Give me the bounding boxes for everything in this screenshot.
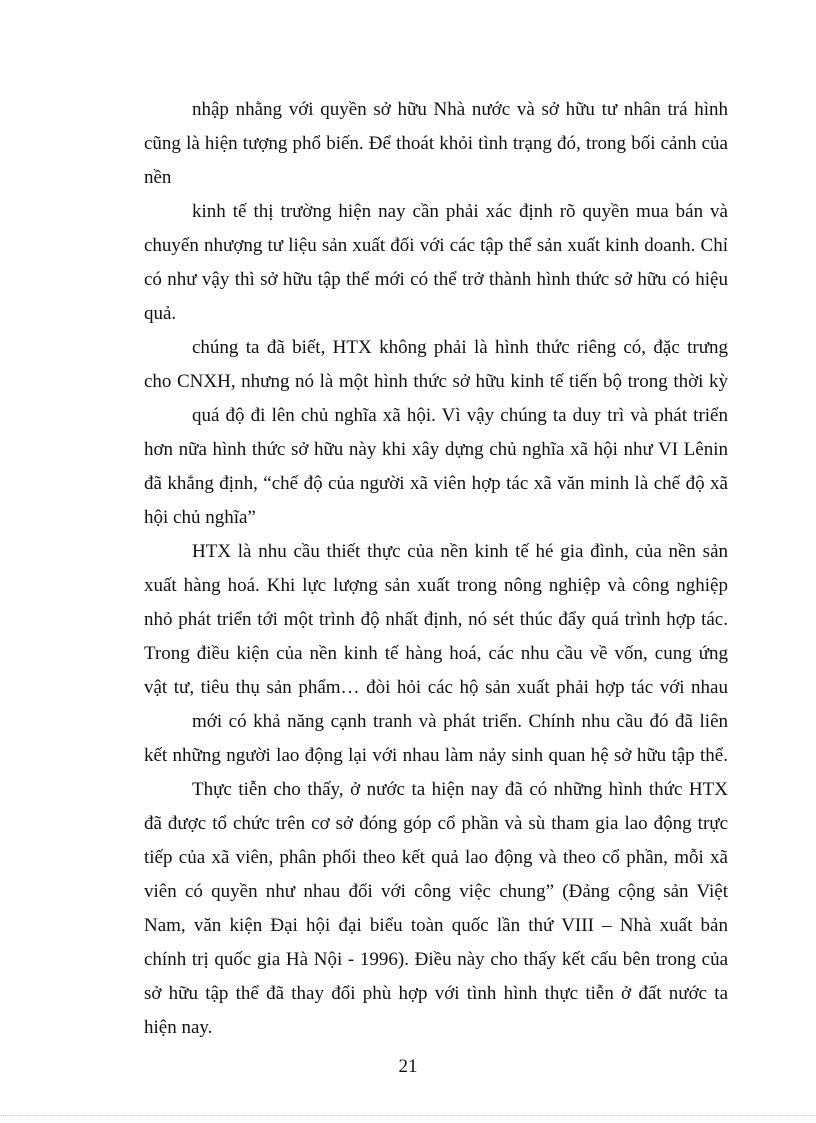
text-line: xuất hàng hoá. Khi lực lượng sản xuất trong nông nghiệp và công nghiệp — [144, 575, 728, 596]
page-bottom-rule — [0, 1115, 816, 1116]
text-line: quá độ đi lên chủ nghĩa xã hội. Vì vậy chúng ta duy trì và phát triển — [192, 405, 728, 426]
text-line: chuyển nhượng tư liệu sản xuất đối với các tập thể sản xuất kinh doanh. Chỉ — [144, 235, 728, 256]
text-line: đã được tổ chức trên cơ sở đóng góp cổ phần và sù tham gia lao động trực — [144, 813, 728, 834]
text-line: sở hữu tập thể đã thay đổi phù hợp với tình hình thực tiễn ở đất nước ta — [144, 983, 728, 1004]
text-line: đã khẳng định, “chế độ của người xã viên hợp tác xã văn minh là chế độ xã — [144, 473, 728, 494]
text-line: nhập nhằng với quyền sở hữu Nhà nước và sở hữu tư nhân trá hình — [192, 99, 728, 120]
text-line: Nam, văn kiện Đại hội đại biểu toàn quốc lần thứ VIII – Nhà xuất bản — [144, 915, 728, 936]
text-line: hội chủ nghĩa” — [144, 507, 256, 528]
text-line: cũng là hiện tượng phổ biến. Để thoát khỏi tình trạng đó, trong bối cảnh của — [144, 133, 728, 154]
text-line: vật tư, tiêu thụ sản phẩm… đòi hỏi các hộ sản xuất phải hợp tác với nhau — [144, 677, 728, 698]
text-line: chính trị quốc gia Hà Nội - 1996). Điều này cho thấy kết cấu bên trong của — [144, 949, 728, 970]
page-number: 21 — [398, 1056, 418, 1077]
text-line: mới có khả năng cạnh tranh và phát triển. Chính nhu cầu đó đã liên — [192, 711, 728, 732]
text-line: Trong điều kiện của nền kinh tế hàng hoá, các nhu cầu về vốn, cung ứng — [144, 643, 728, 664]
text-line: chúng ta đã biết, HTX không phải là hình thức riêng có, đặc trưng — [192, 337, 728, 358]
text-line: Thực tiễn cho thấy, ở nước ta hiện nay đã có những hình thức HTX — [192, 779, 728, 800]
text-line: kết những người lao động lại với nhau làm nảy sinh quan hệ sở hữu tập thể. — [144, 745, 728, 766]
text-line: HTX là nhu cầu thiết thực của nền kinh tế hé gia đình, của nền sản — [192, 541, 728, 562]
text-line: nền — [144, 167, 172, 188]
text-line: tiếp của xã viên, phân phối theo kết quả lao động và theo cổ phần, mỗi xã — [144, 847, 728, 868]
text-line: kinh tế thị trường hiện nay cần phải xác định rõ quyền mua bán và — [192, 201, 728, 222]
text-line: hơn nữa hình thức sở hữu này khi xây dựng chủ nghĩa xã hội như VI Lênin — [144, 439, 728, 460]
text-line: quả. — [144, 303, 177, 324]
text-line: có như vậy thì sở hữu tập thể mới có thể trở thành hình thức sở hữu có hiệu — [144, 269, 728, 290]
text-line: hiện nay. — [144, 1017, 213, 1038]
text-line: cho CNXH, nhưng nó là một hình thức sở hữu kinh tế tiến bộ trong thời kỳ — [144, 371, 728, 392]
text-line: nhỏ phát triển tới một trình độ nhất định, nó sét thúc đẩy quá trình hợp tác. — [144, 609, 728, 630]
text-line: viên có quyền như nhau đối với công việc chung” (Đảng cộng sản Việt — [144, 881, 728, 902]
